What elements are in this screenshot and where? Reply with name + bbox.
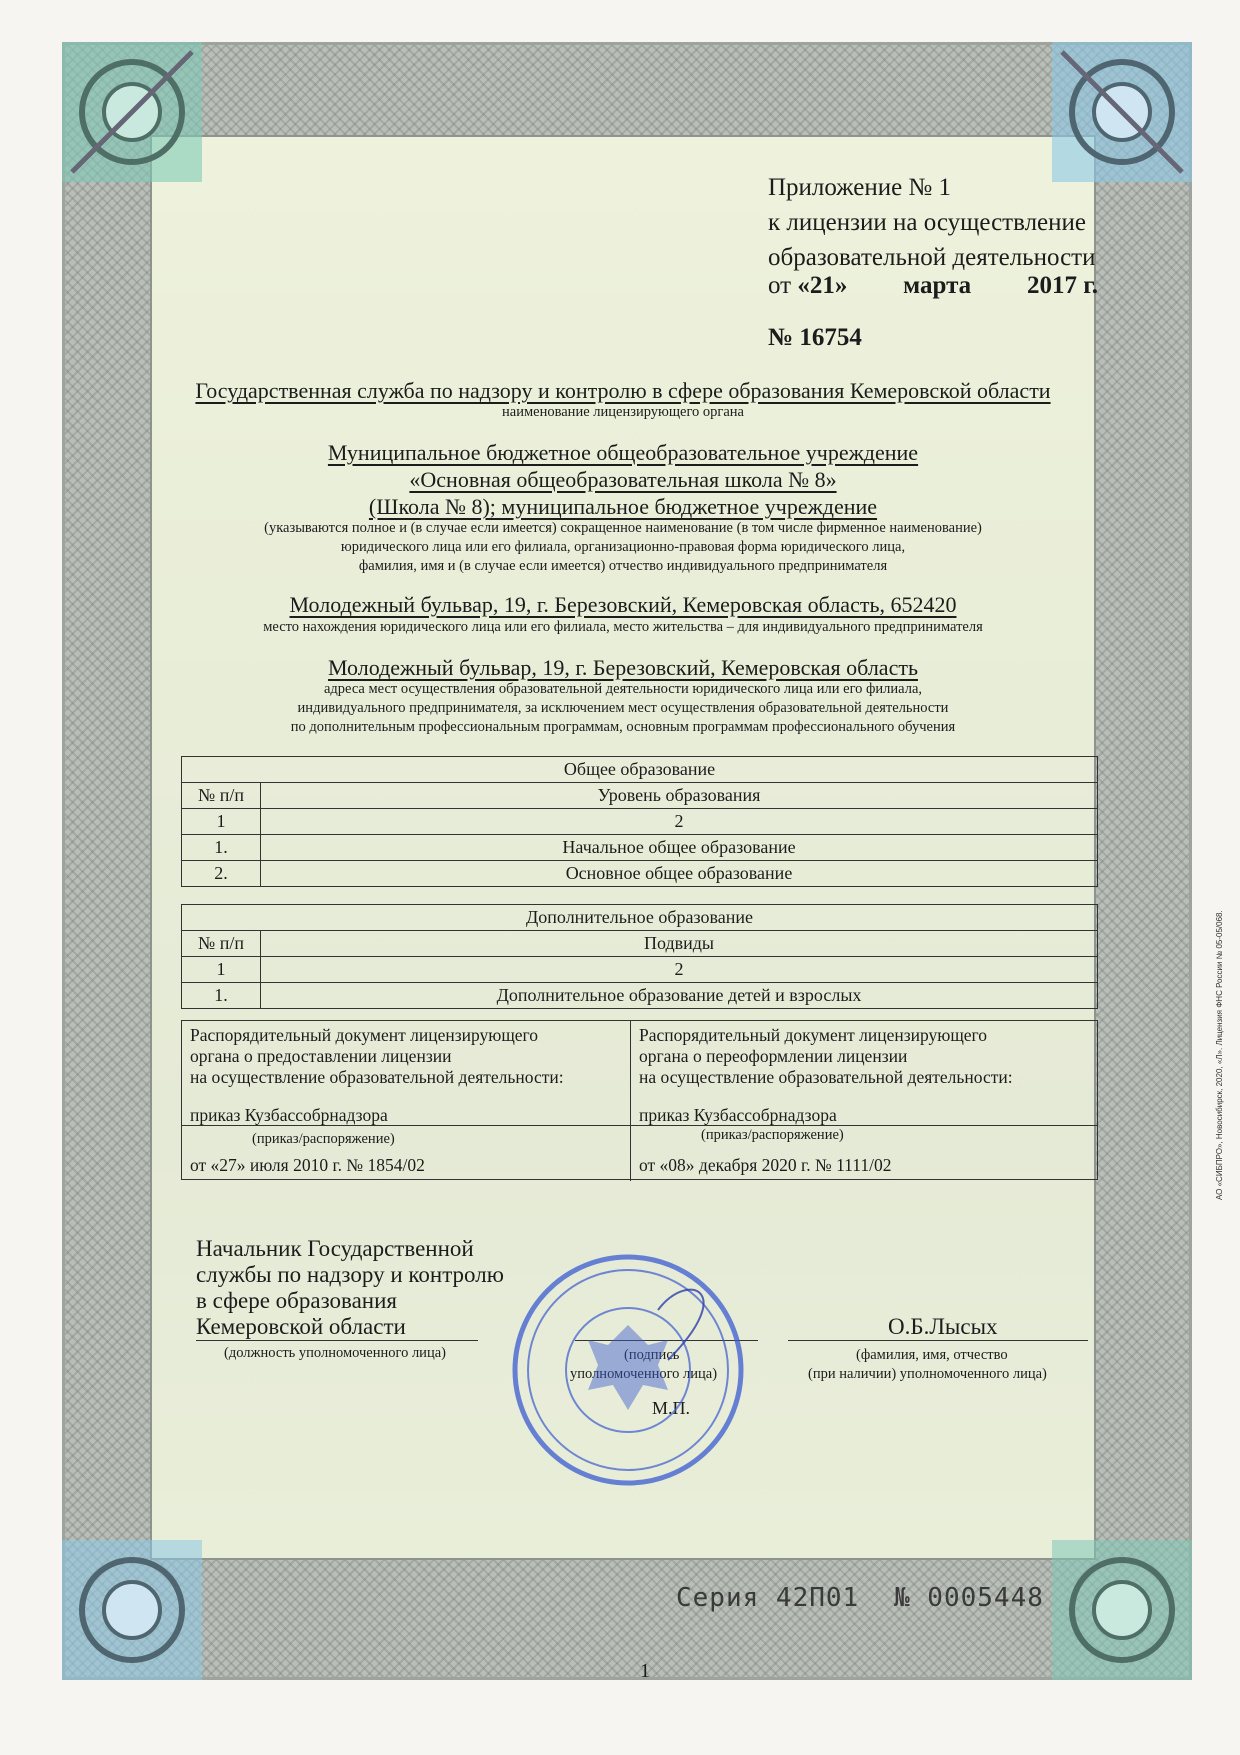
activity-caption: индивидуального предпринимателя, за исключением мест осуществления образовательной деятельности — [297, 700, 949, 716]
table-row — [182, 835, 1098, 861]
row-number: 1. — [182, 983, 261, 1009]
corner-ornament-icon — [1052, 42, 1192, 182]
column-header: Уровень образования — [261, 783, 1098, 809]
order-date: от «27» июля 2010 г. № 1854/02 — [190, 1155, 425, 1175]
annex-date — [768, 272, 1098, 300]
annex-line: к лицензии на осуществление — [768, 209, 1086, 236]
order-text: органа о переоформлении лицензии — [639, 1046, 908, 1066]
column-header: № п/п — [182, 783, 261, 809]
row-value: Начальное общее образование — [261, 835, 1098, 861]
activity-address: Молодежный бульвар, 19, г. Березовский, Кемеровская область — [328, 655, 918, 680]
row-number: 1. — [182, 835, 261, 861]
sign-caption: (подпись — [624, 1347, 680, 1363]
date-year: 2017 г. — [1026, 272, 1098, 299]
row-value: Основное общее образование — [261, 861, 1098, 887]
position-line: Начальник Государственной — [196, 1236, 474, 1261]
license-number: № 16754 — [768, 324, 862, 351]
order-text: органа о предоставлении лицензии — [190, 1046, 452, 1066]
date-prefix: от — [768, 272, 792, 299]
table-row — [182, 983, 1098, 1009]
order-text: Распорядительный документ лицензирующего — [190, 1025, 539, 1045]
annex-header — [768, 170, 1096, 275]
orders-block — [181, 1020, 1098, 1180]
order-text: Распорядительный документ лицензирующего — [639, 1025, 988, 1045]
licensee-caption: юридического лица или его филиала, организационно-правовая форма юридического лица, — [340, 539, 906, 555]
page-number: 1 — [640, 1660, 650, 1682]
row-value: Дополнительное образование детей и взрослых — [261, 983, 1098, 1009]
corner-ornament-icon — [62, 42, 202, 182]
order-caption: (приказ/распоряжение) — [701, 1127, 844, 1143]
order-caption: (приказ/распоряжение) — [252, 1131, 395, 1147]
table-row — [182, 861, 1098, 887]
order-date: от «08» декабря 2020 г. № 1111/02 — [639, 1155, 892, 1175]
authority-name: Государственная служба по надзору и контролю в сфере образования Кемеровской области — [195, 378, 1051, 403]
position-line: в сфере образования — [196, 1288, 397, 1313]
order-reissue — [631, 1021, 1097, 1181]
column-index: 2 — [261, 809, 1098, 835]
row-number: 2. — [182, 861, 261, 887]
activity-caption: адреса мест осуществления образовательной деятельности юридического лица или его филиала, — [323, 681, 923, 697]
official-seal-icon — [508, 1250, 748, 1490]
column-index: 2 — [261, 957, 1098, 983]
order-issue — [182, 1021, 631, 1181]
authority-caption: наименование лицензирующего органа — [502, 404, 744, 420]
column-header: Подвиды — [261, 931, 1098, 957]
order-text: на осуществление образовательной деятельности: — [639, 1067, 1013, 1087]
order-doc: приказ Кузбассобрнадзора — [190, 1105, 388, 1125]
corner-ornament-icon — [62, 1540, 202, 1680]
table-title: Дополнительное образование — [182, 905, 1098, 931]
column-index: 1 — [182, 809, 261, 835]
blank-number: № 0005448 — [894, 1583, 1044, 1613]
licensee-name-line: (Школа № 8); муниципальное бюджетное учреждение — [368, 494, 878, 519]
licensee-name-line: «Основная общеобразовательная школа № 8» — [409, 467, 837, 492]
position-line: службы по надзору и контролю — [196, 1262, 504, 1287]
name-caption: (при наличии) уполномоченного лица) — [808, 1366, 1047, 1382]
signature-rule — [788, 1340, 1088, 1341]
licensee-caption: фамилия, имя и (в случае если имеется) отчество индивидуального предпринимателя — [358, 558, 888, 574]
printer-imprint: АО «СИБПРО», Новосибирск, 2020, «Л». Лицензия ФНС России № 05-05/068. — [1215, 910, 1224, 1200]
licensee-name-line: Муниципальное бюджетное общеобразовательное учреждение — [327, 440, 919, 465]
position-caption: (должность уполномоченного лица) — [224, 1345, 446, 1361]
date-day: «21» — [797, 272, 848, 299]
location-address: Молодежный бульвар, 19, г. Березовский, Кемеровская область, 652420 — [289, 592, 957, 617]
date-month: марта — [903, 272, 972, 299]
blank-series: Серия 42П01 — [676, 1583, 860, 1613]
seal-mark: М.П. — [652, 1398, 691, 1418]
annex-title: Приложение № 1 — [768, 174, 952, 201]
position-line: Кемеровской области — [196, 1314, 406, 1339]
signatory-position — [196, 1236, 504, 1340]
name-caption: (фамилия, имя, отчество — [856, 1347, 1008, 1363]
activity-caption: по дополнительным профессиональным программам, основным программам профессионального обучения — [290, 719, 956, 735]
order-text: на осуществление образовательной деятельности: — [190, 1067, 564, 1087]
table-title: Общее образование — [182, 757, 1098, 783]
corner-ornament-icon — [1052, 1540, 1192, 1680]
location-caption: место нахождения юридического лица или его филиала, место жительства – для индивидуального предпринимателя — [263, 619, 983, 635]
order-doc: приказ Кузбассобрнадзора — [639, 1105, 837, 1125]
signatory-name: О.Б.Лысых — [888, 1314, 998, 1339]
general-education-table — [181, 756, 1098, 887]
additional-education-table — [181, 904, 1098, 1009]
licensee-caption: (указываются полное и (в случае если имеется) сокращенное наименование (в том числе фирменное наименование) — [264, 520, 982, 536]
sign-caption: уполномоченного лица) — [570, 1366, 718, 1382]
annex-line: образовательной деятельности — [768, 244, 1096, 271]
column-header: № п/п — [182, 931, 261, 957]
column-index: 1 — [182, 957, 261, 983]
signature-rule — [196, 1340, 478, 1341]
